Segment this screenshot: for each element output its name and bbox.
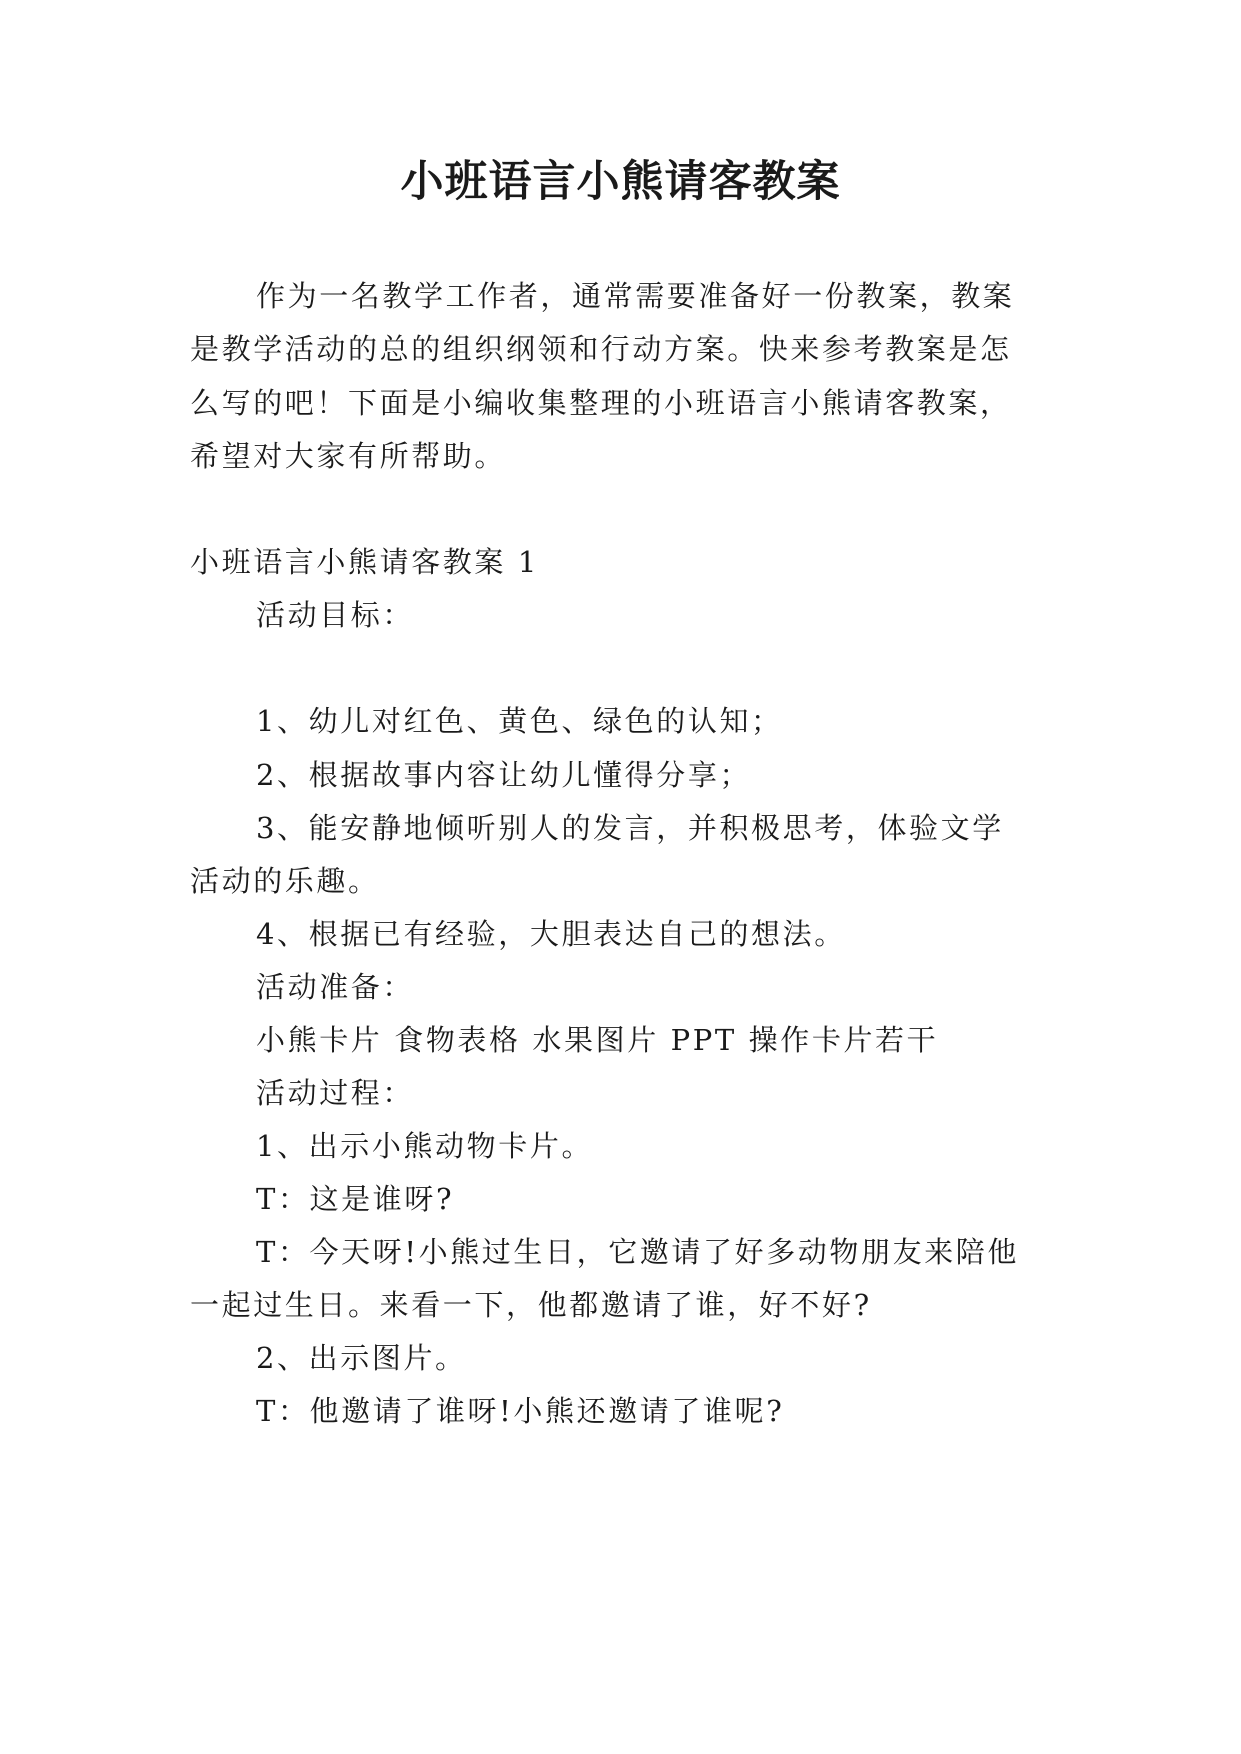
intro-line-1: 作为一名教学工作者，通常需要准备好一份教案，教案 bbox=[256, 279, 1015, 313]
intro-line-2: 是教学活动的总的组织纲领和行动方案。快来参考教案是怎 bbox=[190, 332, 1012, 366]
section-heading: 小班语言小熊请客教案 1 bbox=[190, 545, 539, 579]
prep-text: 小熊卡片 食物表格 水果图片 PPT 操作卡片若干 bbox=[256, 1023, 939, 1057]
process-line-2: T：这是谁呀? bbox=[256, 1182, 455, 1216]
process-heading: 活动过程： bbox=[256, 1076, 415, 1110]
process-step-1: 1、出示小熊动物卡片。 bbox=[256, 1129, 594, 1163]
process-line-3: T：今天呀!小熊过生日，它邀请了好多动物朋友来陪他 bbox=[256, 1235, 1019, 1269]
goal-item-3-cont: 活动的乐趣。 bbox=[190, 864, 380, 898]
prep-heading: 活动准备： bbox=[256, 970, 415, 1004]
goal-item-3: 3、能安静地倾听别人的发言，并积极思考，体验文学 bbox=[256, 811, 1004, 845]
process-line-6: T：他邀请了谁呀!小熊还邀请了谁呢? bbox=[256, 1394, 785, 1428]
document-title: 小班语言小熊请客教案 bbox=[400, 157, 841, 207]
process-line-4: 一起过生日。来看一下，他都邀请了谁，好不好? bbox=[190, 1288, 872, 1322]
goals-heading: 活动目标： bbox=[256, 598, 415, 632]
process-step-2: 2、出示图片。 bbox=[256, 1341, 467, 1375]
goal-item-2: 2、根据故事内容让幼儿懂得分享； bbox=[256, 758, 752, 792]
goal-item-1: 1、幼儿对红色、黄色、绿色的认知； bbox=[256, 704, 783, 738]
intro-line-4: 希望对大家有所帮助。 bbox=[190, 439, 507, 473]
goal-item-4: 4、根据已有经验，大胆表达自己的想法。 bbox=[256, 917, 846, 951]
intro-line-3: 么写的吧！下面是小编收集整理的小班语言小熊请客教案， bbox=[190, 386, 1012, 420]
